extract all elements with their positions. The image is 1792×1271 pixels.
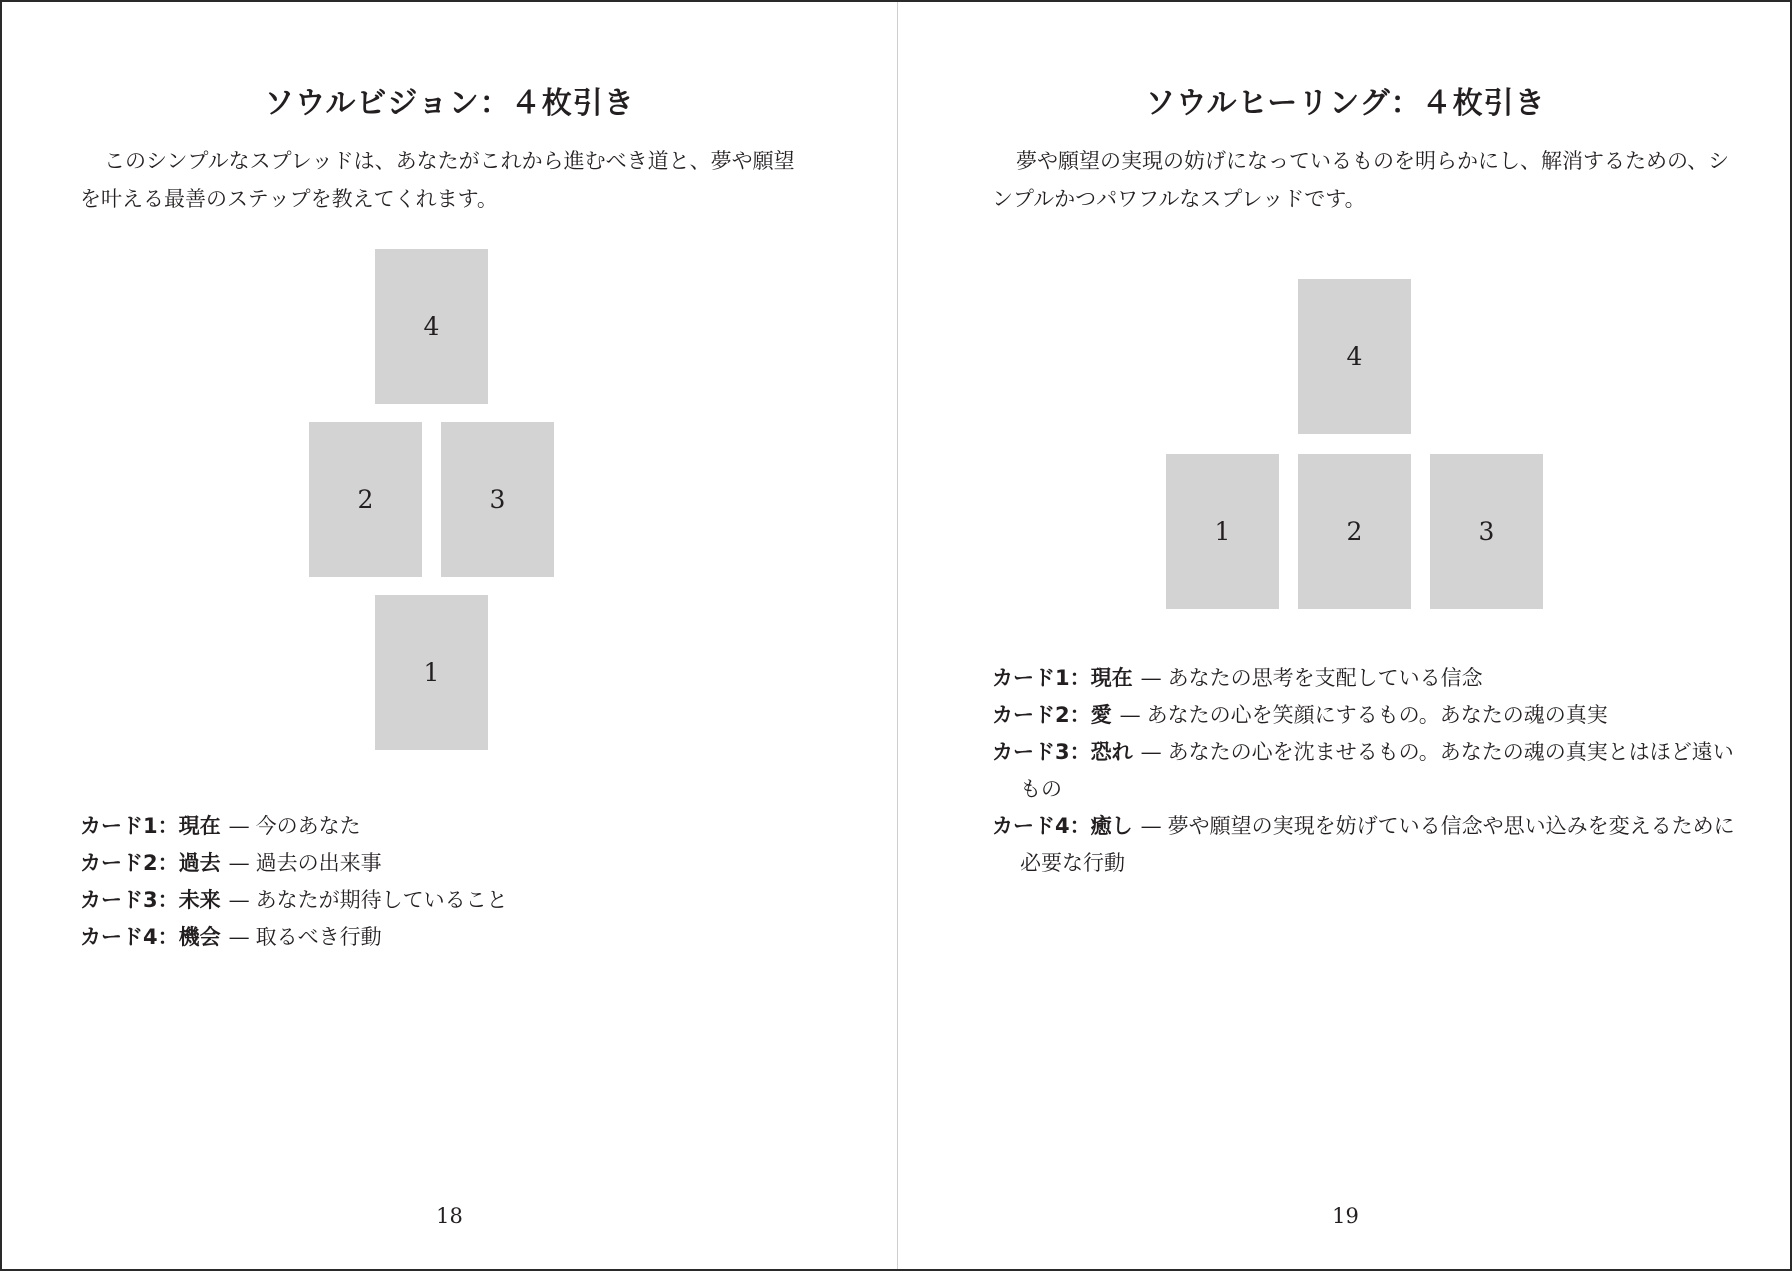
legend-label: カード3：未来 — [80, 888, 221, 912]
intro-paragraph: このシンプルなスプレッドは、あなたがこれから進むべき道と、夢や願望を叶える最善のステップを教えてくれます。 — [80, 149, 795, 211]
card-legend — [992, 660, 1752, 882]
spread-card-1: 1 — [1166, 454, 1279, 609]
legend-text: あなたの心を沈ませるもの。あなたの魂の真実とはほど遠いもの — [1020, 740, 1734, 801]
legend-label: カード4：癒し — [992, 814, 1133, 838]
page-title: ソウルビジョン：４枚引き — [264, 86, 635, 121]
spread-card-2: 2 — [309, 422, 422, 577]
legend-item — [80, 845, 840, 882]
legend-text: 夢や願望の実現を妨げている信念や思い込みを変えるために必要な行動 — [1020, 814, 1735, 875]
left-page — [2, 2, 897, 1269]
legend-item — [80, 882, 840, 919]
spread-card-4: 4 — [375, 249, 488, 404]
legend-dash: — — [228, 925, 250, 949]
right-page — [898, 2, 1792, 1269]
legend-dash: — — [1119, 703, 1141, 727]
legend-item — [80, 808, 840, 845]
spread-card-2: 2 — [1298, 454, 1411, 609]
page-title: ソウルヒーリング：４枚引き — [1145, 86, 1546, 121]
spread-card-1: 1 — [375, 595, 488, 750]
legend-label: カード1：現在 — [992, 666, 1133, 690]
legend-item — [992, 697, 1752, 734]
legend-item — [992, 660, 1752, 697]
legend-label: カード2：過去 — [80, 851, 221, 875]
intro-paragraph: 夢や願望の実現の妨げになっているものを明らかにし、解消するための、シンプルかつパワフルなスプレッドです。 — [992, 149, 1730, 211]
legend-text: あなたの心を笑顔にするもの。あなたの魂の真実 — [1146, 703, 1608, 727]
legend-label: カード2：愛 — [992, 703, 1112, 727]
legend-dash: — — [228, 814, 250, 838]
card-legend — [80, 808, 840, 956]
legend-text: あなたの思考を支配している信念 — [1167, 666, 1483, 690]
legend-item — [992, 808, 1752, 882]
spread-card-3: 3 — [1430, 454, 1543, 609]
spread-card-4: 4 — [1298, 279, 1411, 434]
legend-dash: — — [1140, 740, 1162, 764]
legend-text: 今のあなた — [255, 814, 361, 838]
legend-item — [80, 919, 840, 956]
legend-dash: — — [1140, 814, 1162, 838]
legend-label: カード1：現在 — [80, 814, 221, 838]
page-number: 18 — [436, 1204, 463, 1228]
spread-card-3: 3 — [441, 422, 554, 577]
legend-text: 過去の出来事 — [255, 851, 382, 875]
legend-dash: — — [1140, 666, 1162, 690]
legend-text: 取るべき行動 — [255, 925, 382, 949]
legend-dash: — — [228, 851, 250, 875]
legend-text: あなたが期待していること — [255, 888, 508, 912]
legend-dash: — — [228, 888, 250, 912]
legend-label: カード4：機会 — [80, 925, 221, 949]
legend-label: カード3：恐れ — [992, 740, 1133, 764]
page-number: 19 — [1332, 1204, 1359, 1228]
legend-item — [992, 734, 1752, 808]
